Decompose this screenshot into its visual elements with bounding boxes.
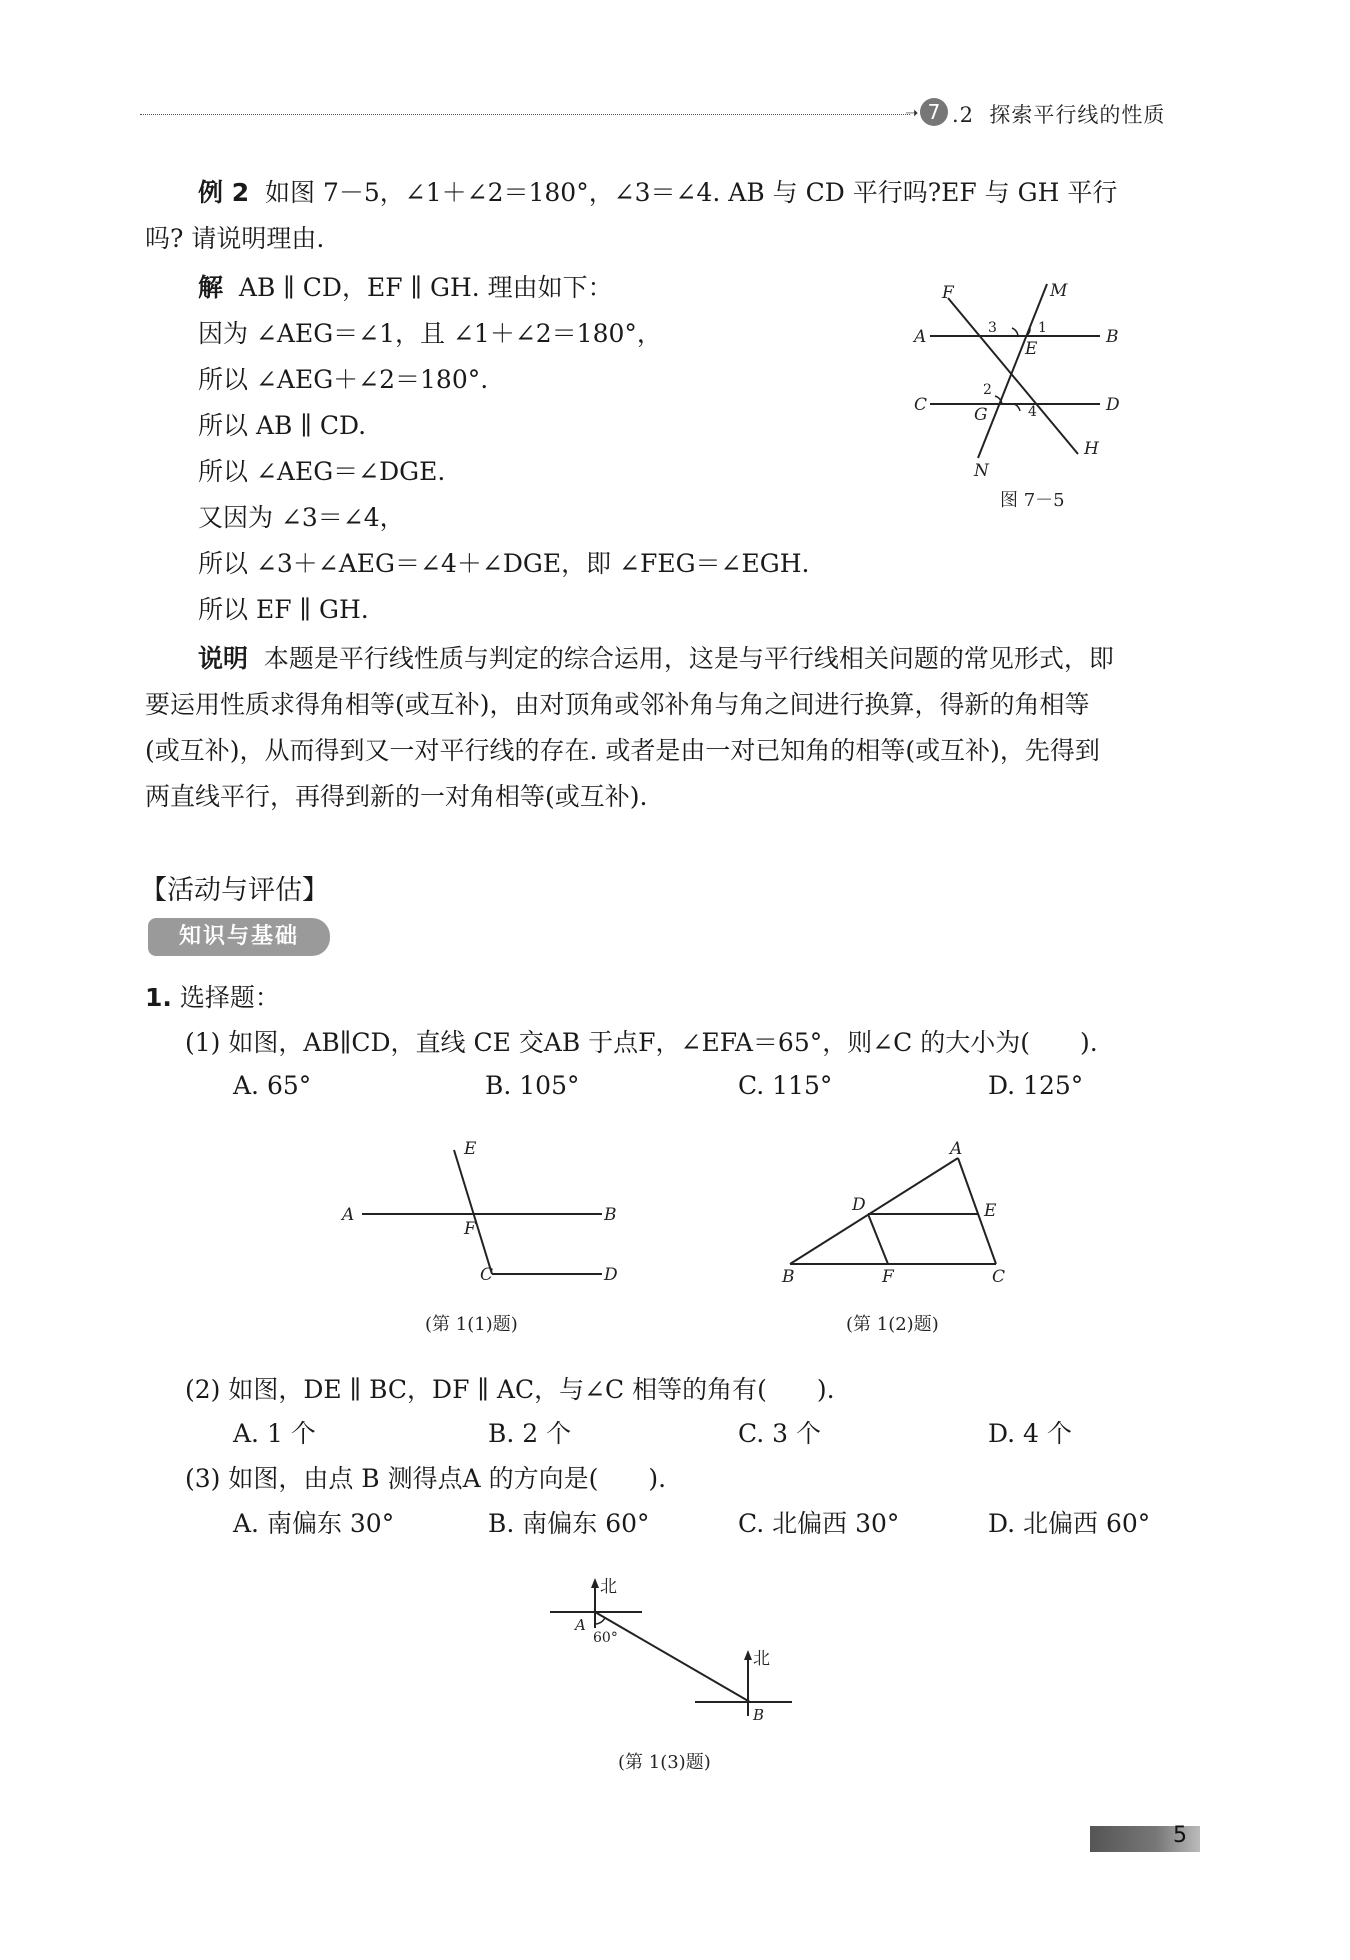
- figure-q1-1-caption: (第 1(1)题): [425, 1314, 518, 1335]
- figure-7-5-caption: 图 7－5: [1000, 490, 1065, 511]
- fig75-label-a: A: [914, 327, 927, 347]
- fig2-label-c: C: [992, 1267, 1006, 1287]
- sub3-option-c: C. 北偏西 30°: [738, 1509, 900, 1538]
- figure-7-5: [900, 270, 1140, 520]
- sub3-option-d: D. 北偏西 60°: [988, 1509, 1151, 1538]
- fig75-label-g: G: [974, 405, 988, 425]
- question-1-title: 1. 选择题：: [145, 983, 280, 1012]
- activity-title: 【活动与评估】: [140, 875, 329, 906]
- fig3-label-a: A: [575, 1616, 586, 1634]
- note-line-2: 要运用性质求得角相等(或互补)，由对顶角或邻补角与角之间进行换算，得新的角相等: [145, 690, 1090, 719]
- line-mn: [978, 284, 1047, 458]
- figure-q1-3: [540, 1570, 800, 1790]
- north-arrow-b-icon: [744, 1650, 752, 1660]
- note-line-1: 说明 本题是平行线性质与判定的综合运用，这是与平行线相关问题的常见形式，即: [198, 644, 1114, 673]
- sub1-option-b: B. 105°: [485, 1071, 580, 1100]
- fig3-angle: 60°: [593, 1630, 618, 1646]
- figure-q1-2-caption: (第 1(2)题): [846, 1314, 939, 1335]
- fig75-angle-2: 2: [983, 382, 992, 398]
- fig75-angle-3: 3: [988, 320, 997, 336]
- knowledge-badge: 知识与基础: [148, 918, 330, 956]
- fig2-label-d: D: [852, 1195, 866, 1215]
- fig75-angle-4: 4: [1028, 404, 1037, 420]
- chapter-number-badge: 7: [920, 98, 948, 126]
- solution-step-6: 又因为 ∠3＝∠4，: [198, 503, 405, 532]
- sub1-option-a: A. 65°: [233, 1071, 312, 1100]
- fig3-label-b: B: [753, 1706, 765, 1724]
- fig2-label-e: E: [984, 1201, 997, 1221]
- fig75-label-m: M: [1050, 281, 1068, 301]
- example-line-1: 例 2 如图 7－5，∠1＋∠2＝180°，∠3＝∠4. AB 与 CD 平行吗?EF 与 GH 平行: [198, 178, 1118, 207]
- line-ba: [790, 1158, 958, 1264]
- sub1-option-d: D. 125°: [988, 1071, 1084, 1100]
- fig1-label-e: E: [464, 1139, 477, 1159]
- fig1-label-f: F: [464, 1219, 476, 1239]
- fig75-label-f: F: [942, 283, 954, 303]
- line-ab: [595, 1612, 750, 1702]
- fig1-label-d: D: [604, 1265, 618, 1285]
- fig75-label-b: B: [1106, 327, 1119, 347]
- line-fh: [948, 298, 1078, 454]
- fig75-label-h: H: [1084, 439, 1099, 459]
- solution-step-7: 所以 ∠3＋∠AEG＝∠4＋∠DGE，即 ∠FEG＝∠EGH.: [198, 549, 810, 578]
- fig75-angle-1: 1: [1038, 320, 1047, 336]
- figure-q1-1: [330, 1130, 650, 1350]
- solution-step-8: 所以 EF ∥ GH.: [198, 595, 369, 624]
- fig2-label-a: A: [950, 1139, 963, 1159]
- fig75-label-n: N: [974, 461, 989, 481]
- figure-q1-2: [770, 1130, 1030, 1350]
- sub1-stem: (1) 如图，AB∥CD，直线 CE 交AB 于点F，∠EFA＝65°，则∠C 的大小为( ).: [185, 1028, 1098, 1057]
- sub2-stem: (2) 如图，DE ∥ BC，DF ∥ AC，与∠C 相等的角有( ).: [185, 1375, 835, 1404]
- sub3-stem: (3) 如图，由点 B 测得点A 的方向是( ).: [185, 1464, 667, 1493]
- fig75-label-c: C: [914, 395, 928, 415]
- sub2-option-b: B. 2 个: [488, 1419, 572, 1448]
- fig1-label-c: C: [480, 1265, 494, 1285]
- sub3-option-b: B. 南偏东 60°: [488, 1509, 650, 1538]
- solution-step-4: 所以 AB ∥ CD.: [198, 411, 367, 440]
- fig75-label-d: D: [1106, 395, 1120, 415]
- fig75-label-e: E: [1025, 339, 1038, 359]
- fig2-label-f: F: [882, 1267, 894, 1287]
- north-arrow-a-icon: [591, 1578, 599, 1588]
- line-ec: [454, 1150, 492, 1274]
- note-line-3: (或互补)，从而得到又一对平行线的存在. 或者是由一对已知角的相等(或互补)，先得到: [145, 736, 1100, 765]
- fig1-label-b: B: [604, 1205, 617, 1225]
- solution-step-2: 因为 ∠AEG＝∠1，且 ∠1＋∠2＝180°，: [198, 319, 662, 348]
- page-number: 5: [1173, 1823, 1187, 1848]
- figure-q1-3-caption: (第 1(3)题): [618, 1752, 711, 1773]
- header-rule: [140, 114, 910, 115]
- sub1-option-c: C. 115°: [738, 1071, 833, 1100]
- example-line-2: 吗? 请说明理由.: [145, 224, 325, 253]
- sub3-option-a: A. 南偏东 30°: [233, 1509, 395, 1538]
- header-title: .2 探索平行线的性质: [952, 103, 1166, 127]
- fig1-label-a: A: [342, 1205, 355, 1225]
- solution-step-3: 所以 ∠AEG＋∠2＝180°.: [198, 365, 489, 394]
- header-arrow-icon: ➝: [905, 103, 919, 122]
- fig2-label-b: B: [782, 1267, 795, 1287]
- line-df: [868, 1214, 888, 1264]
- fig3-north-1: 北: [600, 1577, 617, 1597]
- sub2-option-c: C. 3 个: [738, 1419, 821, 1448]
- note-line-4: 两直线平行，再得到新的一对角相等(或互补).: [145, 782, 648, 811]
- sub2-option-d: D. 4 个: [988, 1419, 1072, 1448]
- solution-step-5: 所以 ∠AEG＝∠DGE.: [198, 457, 446, 486]
- sub2-option-a: A. 1 个: [233, 1419, 316, 1448]
- solution-step-1: 解 AB ∥ CD，EF ∥ GH. 理由如下：: [198, 273, 613, 302]
- fig3-north-2: 北: [753, 1649, 770, 1669]
